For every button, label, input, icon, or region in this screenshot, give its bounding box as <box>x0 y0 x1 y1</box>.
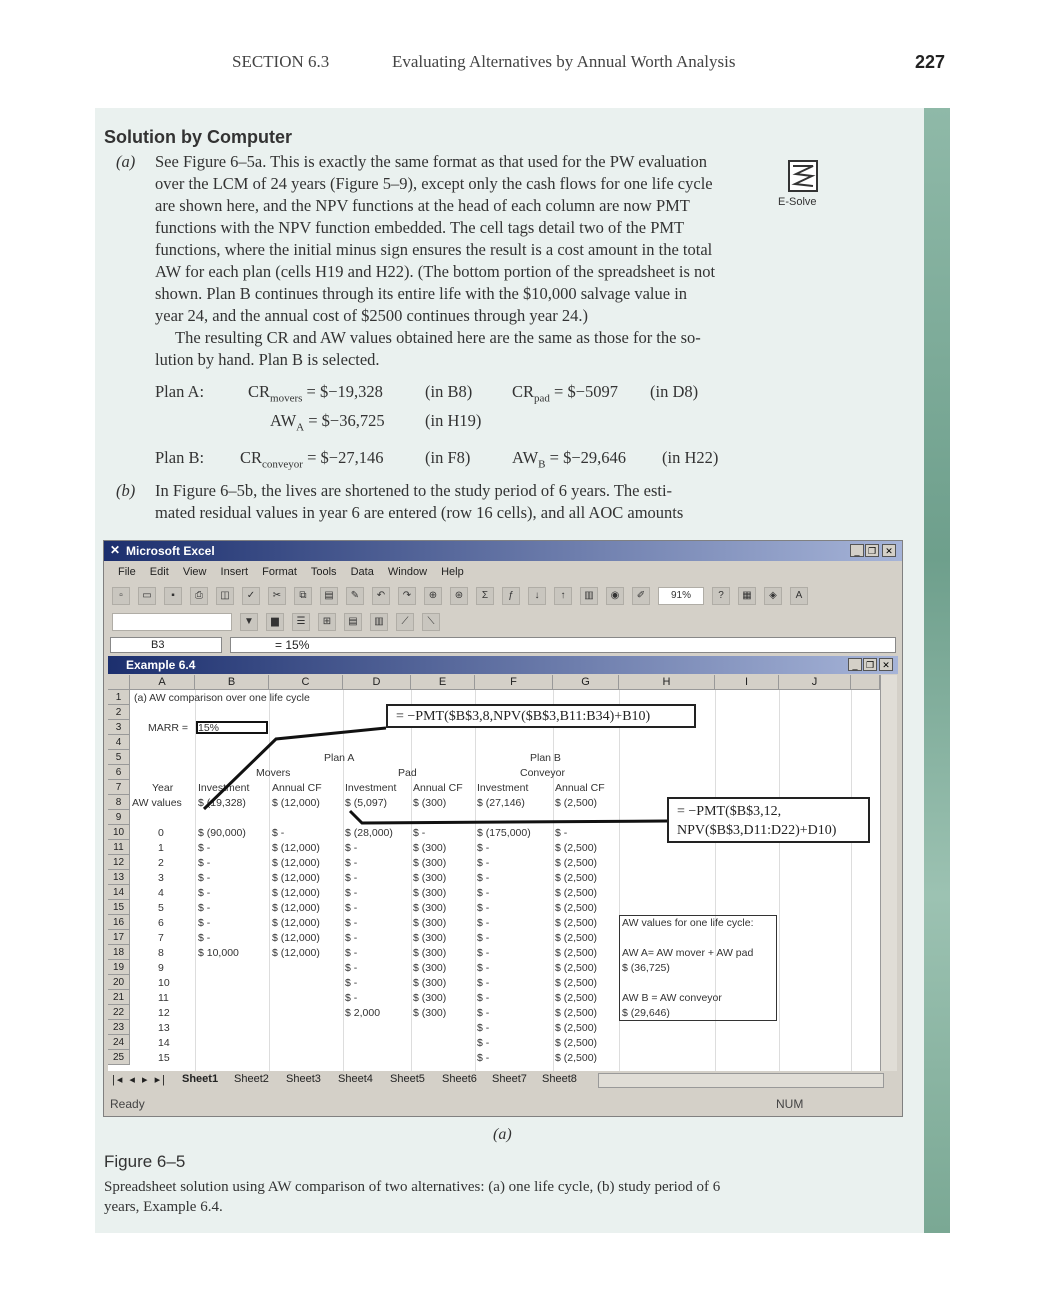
text-line: mated residual values in year 6 are entered (row 16 cells), and all AOC amounts <box>155 503 684 522</box>
text-line: In Figure 6–5b, the lives are shortened to the study period of 6 years. The esti- <box>155 481 673 500</box>
cell-year23[interactable]: 13 <box>158 1022 170 1034</box>
solution-heading: Solution by Computer <box>104 127 292 147</box>
row-header[interactable]: 24 <box>108 1035 130 1050</box>
web-toolbar-icon[interactable]: ⊛ <box>450 587 468 605</box>
row-header[interactable]: 1 <box>108 690 130 705</box>
cell-g16[interactable]: $ (2,500) <box>555 917 598 929</box>
cell-b14[interactable]: $ - <box>198 887 211 899</box>
cell-year19[interactable]: 9 <box>158 962 164 974</box>
e-solve-label: E-Solve <box>778 196 817 208</box>
help-icon[interactable]: ? <box>712 587 730 605</box>
cell-e8[interactable]: $ (300) <box>413 797 447 809</box>
eq-term: CR <box>248 382 271 401</box>
menu-window[interactable]: Window <box>387 566 428 578</box>
investment-header[interactable]: Investment <box>345 782 397 794</box>
eq-term: AW <box>270 411 297 430</box>
horizontal-scrollbar[interactable] <box>598 1073 884 1088</box>
cell-g14[interactable]: $ (2,500) <box>555 887 598 899</box>
cell-f25[interactable]: $ - <box>477 1052 490 1064</box>
row-header[interactable]: 20 <box>108 975 130 990</box>
eq-value: = $−27,146 <box>307 448 384 467</box>
cell-c16[interactable]: $ (12,000) <box>272 917 320 929</box>
cell-year20[interactable]: 10 <box>158 977 170 989</box>
row-header[interactable]: 13 <box>108 870 130 885</box>
legend-icon[interactable]: ☰ <box>292 613 310 631</box>
cell-e11[interactable]: $ (300) <box>413 842 447 854</box>
cell-f18[interactable]: $ - <box>477 947 490 959</box>
drawing-icon[interactable]: ✐ <box>632 587 650 605</box>
cell-e22[interactable]: $ (300) <box>413 1007 447 1019</box>
cell-b13[interactable]: $ - <box>198 872 211 884</box>
column-header[interactable]: C <box>269 675 343 690</box>
cell-g15[interactable]: $ (2,500) <box>555 902 598 914</box>
plan-b-header[interactable]: Plan B <box>530 752 561 764</box>
cell-c10[interactable]: $ - <box>272 827 285 839</box>
minimize-icon[interactable]: _ <box>850 544 864 557</box>
column-header[interactable]: H <box>619 675 715 690</box>
plan-b-label: Plan B: <box>155 448 205 467</box>
cell-f17[interactable]: $ - <box>477 932 490 944</box>
cell-year10[interactable]: 0 <box>158 827 164 839</box>
cell-d13[interactable]: $ - <box>345 872 358 884</box>
cell-f12[interactable]: $ - <box>477 857 490 869</box>
text-line: See Figure 6–5a. This is exactly the same format as that used for the PW evaluation <box>155 152 708 171</box>
cell-year16[interactable]: 6 <box>158 917 164 929</box>
cr-pad-equation <box>512 382 618 404</box>
cell-d10[interactable]: $ (28,000) <box>345 827 393 839</box>
cr-conveyor-cell: (in F8) <box>425 448 471 467</box>
cell-e18[interactable]: $ (300) <box>413 947 447 959</box>
angle-text-icon[interactable]: ⟋ <box>396 613 414 631</box>
map-icon[interactable]: ◉ <box>606 587 624 605</box>
cell-d11[interactable]: $ - <box>345 842 358 854</box>
caption-line: Spreadsheet solution using AW comparison of two alternatives: (a) one life cycle, (b) study period of 6 <box>104 1179 721 1195</box>
cell-e12[interactable]: $ (300) <box>413 857 447 869</box>
menu-file[interactable]: File <box>118 566 136 578</box>
menu-insert[interactable]: Insert <box>220 566 249 578</box>
text-line: over the LCM of 24 years (Figure 5–9), except only the cash flows for one life cycle <box>155 174 713 193</box>
investment-header[interactable]: Investment <box>477 782 529 794</box>
part-b-paragraph <box>155 480 765 524</box>
cell-e10[interactable]: $ - <box>413 827 426 839</box>
cell-year11[interactable]: 1 <box>158 842 164 854</box>
cell-year15[interactable]: 5 <box>158 902 164 914</box>
eq-value: = $−19,328 <box>306 382 383 401</box>
cell-g21[interactable]: $ (2,500) <box>555 992 598 1004</box>
cell-e15[interactable]: $ (300) <box>413 902 447 914</box>
formula-input[interactable]: = 15% <box>230 637 896 653</box>
cell-d18[interactable]: $ - <box>345 947 358 959</box>
by-row-icon[interactable]: ▤ <box>344 613 362 631</box>
row-header[interactable]: 25 <box>108 1050 130 1065</box>
wb-minimize-icon[interactable]: _ <box>848 658 862 671</box>
cell-b3-selected[interactable]: 15% <box>196 721 268 734</box>
row-header[interactable]: 18 <box>108 945 130 960</box>
wb-close-icon[interactable]: ✕ <box>879 658 893 671</box>
cell-a1[interactable]: (a) AW comparison over one life cycle <box>134 692 310 704</box>
chart-icon[interactable]: ▆ <box>266 613 284 631</box>
eq-term: CR <box>512 382 535 401</box>
aw-note-a-value[interactable]: $ (36,725) <box>622 962 670 974</box>
cell-e16[interactable]: $ (300) <box>413 917 447 929</box>
e-solve-icon <box>788 160 818 192</box>
row-header[interactable]: 19 <box>108 960 130 975</box>
aw-note-title[interactable]: AW values for one life cycle: <box>622 917 754 929</box>
aw-a-cell: (in H19) <box>425 411 482 430</box>
cell-year17[interactable]: 7 <box>158 932 164 944</box>
column-header[interactable]: J <box>779 675 851 690</box>
annual-cf-header[interactable]: Annual CF <box>272 782 322 794</box>
autosum-icon[interactable]: Σ <box>476 587 494 605</box>
row-header[interactable]: 4 <box>108 735 130 750</box>
aw-a-equation <box>270 411 385 433</box>
page-number: 227 <box>915 52 946 72</box>
row-header[interactable]: 16 <box>108 915 130 930</box>
chart-wizard-icon[interactable]: ▥ <box>580 587 598 605</box>
row-header[interactable]: 9 <box>108 810 130 825</box>
row-header[interactable]: 2 <box>108 705 130 720</box>
text-line: functions, where the initial minus sign ensures the result is a cost amount in the total <box>155 240 713 259</box>
eq-term: AW <box>512 448 539 467</box>
fill-color-icon[interactable]: ◈ <box>764 587 782 605</box>
cell-f22[interactable]: $ - <box>477 1007 490 1019</box>
cell-year25[interactable]: 15 <box>158 1052 170 1064</box>
workbook-title: Example 6.4 <box>126 658 196 672</box>
investment-header[interactable]: Investment <box>198 782 250 794</box>
sheet-tab-active[interactable]: Sheet1 <box>182 1073 219 1085</box>
eq-value: = $−36,725 <box>308 411 385 430</box>
plan-a-header[interactable]: Plan A <box>324 752 355 764</box>
annual-cf-header[interactable]: Annual CF <box>555 782 605 794</box>
cell-c17[interactable]: $ (12,000) <box>272 932 320 944</box>
cell-b15[interactable]: $ - <box>198 902 211 914</box>
wb-restore-icon[interactable]: ❐ <box>863 658 877 671</box>
cell-year18[interactable]: 8 <box>158 947 164 959</box>
print-icon[interactable]: ⎙ <box>190 587 208 605</box>
cell-d8[interactable]: $ (5,097) <box>345 797 388 809</box>
borders-icon[interactable]: ▦ <box>738 587 756 605</box>
row-header[interactable]: 8 <box>108 795 130 810</box>
callout-line: NPV($B$3,D11:D22)+D10) <box>677 823 837 838</box>
row-header[interactable]: 23 <box>108 1020 130 1035</box>
text-line: year 24, and the annual cost of $2500 continues through year 24.) <box>155 306 589 325</box>
status-bar <box>104 1093 902 1115</box>
cell-f20[interactable]: $ - <box>477 977 490 989</box>
column-header[interactable]: G <box>553 675 619 690</box>
column-header[interactable]: A <box>130 675 195 690</box>
cell-f11[interactable]: $ - <box>477 842 490 854</box>
cell-g25[interactable]: $ (2,500) <box>555 1052 598 1064</box>
cell-f21[interactable]: $ - <box>477 992 490 1004</box>
excel-window <box>103 540 903 1117</box>
sheet-tab[interactable]: Sheet4 <box>338 1073 373 1085</box>
cell-f23[interactable]: $ - <box>477 1022 490 1034</box>
row-header[interactable]: 11 <box>108 840 130 855</box>
cell-year22[interactable]: 12 <box>158 1007 170 1019</box>
cell-g24[interactable]: $ (2,500) <box>555 1037 598 1049</box>
row-header[interactable]: 7 <box>108 780 130 795</box>
close-icon[interactable]: ✕ <box>882 544 896 557</box>
decorative-side-band <box>924 108 950 1233</box>
cell-f10[interactable]: $ (175,000) <box>477 827 531 839</box>
row-header[interactable]: 22 <box>108 1005 130 1020</box>
restore-icon[interactable]: ❐ <box>865 544 879 557</box>
cell-year21[interactable]: 11 <box>158 992 169 1004</box>
cr-conveyor-equation <box>240 448 383 470</box>
cell-f15[interactable]: $ - <box>477 902 490 914</box>
excel-app-icon: ✕ <box>110 543 121 557</box>
cell-f13[interactable]: $ - <box>477 872 490 884</box>
column-header[interactable]: F <box>475 675 553 690</box>
cell-c18[interactable]: $ (12,000) <box>272 947 320 959</box>
cell-year12[interactable]: 2 <box>158 857 164 869</box>
cell-b8[interactable]: $ (19,328) <box>198 797 246 809</box>
column-header[interactable]: B <box>195 675 269 690</box>
row-header[interactable]: 5 <box>108 750 130 765</box>
conveyor-header[interactable]: Conveyor <box>520 767 565 779</box>
cell-e19[interactable]: $ (300) <box>413 962 447 974</box>
row-header[interactable]: 17 <box>108 930 130 945</box>
eq-sub: B <box>538 458 546 471</box>
menu-edit[interactable]: Edit <box>149 566 169 578</box>
cell-c13[interactable]: $ (12,000) <box>272 872 320 884</box>
open-icon[interactable]: ▭ <box>138 587 156 605</box>
cell-e21[interactable]: $ (300) <box>413 992 447 1004</box>
row-header[interactable]: 10 <box>108 825 130 840</box>
cell-e14[interactable]: $ (300) <box>413 887 447 899</box>
row-header[interactable]: 14 <box>108 885 130 900</box>
plan-a-label: Plan A: <box>155 382 205 401</box>
movers-header[interactable]: Movers <box>256 767 291 779</box>
aw-values-label[interactable]: AW values <box>132 797 182 809</box>
copy-icon[interactable]: ⧉ <box>294 587 312 605</box>
cell-g18[interactable]: $ (2,500) <box>555 947 598 959</box>
print-preview-icon[interactable]: ◫ <box>216 587 234 605</box>
cell-d19[interactable]: $ - <box>345 962 358 974</box>
part-a-label: (a) <box>116 152 136 171</box>
cell-e13[interactable]: $ (300) <box>413 872 447 884</box>
figure-caption <box>104 1177 720 1217</box>
cell-year14[interactable]: 4 <box>158 887 164 899</box>
sort-descending-icon[interactable]: ↑ <box>554 587 572 605</box>
row-header[interactable]: 3 <box>108 720 130 735</box>
cell-d15[interactable]: $ - <box>345 902 358 914</box>
menu-view[interactable]: View <box>182 566 207 578</box>
sheet-nav-icon[interactable]: |◂ ◂ ▸ ▸| <box>112 1074 167 1086</box>
cell-d20[interactable]: $ - <box>345 977 358 989</box>
text-line: AW for each plan (cells H19 and H22). (The bottom portion of the spreadsheet is not <box>155 262 716 281</box>
cell-b17[interactable]: $ - <box>198 932 211 944</box>
cell-d14[interactable]: $ - <box>345 887 358 899</box>
cell-b18[interactable]: $ 10,000 <box>198 947 239 959</box>
cell-g23[interactable]: $ (2,500) <box>555 1022 598 1034</box>
sheet-tab[interactable]: Sheet5 <box>390 1073 425 1085</box>
callout-leader-lines <box>104 541 902 1116</box>
function-icon[interactable]: ƒ <box>502 587 520 605</box>
cell-b10[interactable]: $ (90,000) <box>198 827 246 839</box>
year-header[interactable]: Year <box>152 782 174 794</box>
callout-line: = −PMT($B$3,12, <box>677 804 782 819</box>
cell-g22[interactable]: $ (2,500) <box>555 1007 598 1019</box>
cell-year24[interactable]: 14 <box>158 1037 170 1049</box>
cell-g20[interactable]: $ (2,500) <box>555 977 598 989</box>
cr-movers-cell: (in B8) <box>425 382 473 401</box>
eq-sub: A <box>296 421 305 434</box>
cell-a3[interactable]: MARR = <box>148 722 188 734</box>
cell-b11[interactable]: $ - <box>198 842 211 854</box>
status-text: Ready <box>110 1097 145 1111</box>
paste-icon[interactable]: ▤ <box>320 587 338 605</box>
cell-g19[interactable]: $ (2,500) <box>555 962 598 974</box>
cell-e20[interactable]: $ (300) <box>413 977 447 989</box>
cell-c11[interactable]: $ (12,000) <box>272 842 320 854</box>
row-header[interactable]: 15 <box>108 900 130 915</box>
cell-c8[interactable]: $ (12,000) <box>272 797 320 809</box>
eq-value: = $−5097 <box>554 382 619 401</box>
part-a-paragraph <box>155 151 765 371</box>
aw-note-b[interactable]: AW B = AW conveyor <box>622 992 722 1004</box>
cut-icon[interactable]: ✂ <box>268 587 286 605</box>
row-header[interactable]: 21 <box>108 990 130 1005</box>
aw-b-cell: (in H22) <box>662 448 719 467</box>
by-column-icon[interactable]: ▥ <box>370 613 388 631</box>
cell-c15[interactable]: $ (12,000) <box>272 902 320 914</box>
excel-app-title: Microsoft Excel <box>126 544 215 558</box>
eq-sub: pad <box>534 392 550 405</box>
eq-sub: movers <box>270 392 303 405</box>
chart-type-icon[interactable]: ▼ <box>240 613 258 631</box>
menu-help[interactable]: Help <box>441 566 464 578</box>
text-line: functions with the NPV function embedded. The cell tags detail two of the PMT <box>155 218 685 237</box>
undo-icon[interactable]: ↶ <box>372 587 390 605</box>
running-header <box>0 52 1054 78</box>
cell-d21[interactable]: $ - <box>345 992 358 1004</box>
cell-f16[interactable]: $ - <box>477 917 490 929</box>
cell-e17[interactable]: $ (300) <box>413 932 447 944</box>
cell-d17[interactable]: $ - <box>345 932 358 944</box>
num-indicator: NUM <box>776 1097 804 1111</box>
sheet-tab[interactable]: Sheet3 <box>286 1073 321 1085</box>
cell-year13[interactable]: 3 <box>158 872 164 884</box>
row-header[interactable]: 12 <box>108 855 130 870</box>
cell-f8[interactable]: $ (27,146) <box>477 797 525 809</box>
pad-header[interactable]: Pad <box>398 767 417 779</box>
new-icon[interactable]: ▫ <box>112 587 130 605</box>
cell-c14[interactable]: $ (12,000) <box>272 887 320 899</box>
cell-f14[interactable]: $ - <box>477 887 490 899</box>
part-b-label: (b) <box>116 481 136 500</box>
aw-note-a[interactable]: AW A= AW mover + AW pad <box>622 947 754 959</box>
sheet-tab-bar <box>108 1071 898 1089</box>
cell-d16[interactable]: $ - <box>345 917 358 929</box>
aw-b-equation <box>512 448 626 470</box>
cell-b12[interactable]: $ - <box>198 857 211 869</box>
hyperlink-icon[interactable]: ⊕ <box>424 587 442 605</box>
aw-note-b-value[interactable]: $ (29,646) <box>622 1007 670 1019</box>
column-header[interactable]: D <box>343 675 411 690</box>
cell-c12[interactable]: $ (12,000) <box>272 857 320 869</box>
name-box[interactable]: B3 <box>110 637 222 653</box>
column-header[interactable]: I <box>715 675 779 690</box>
text-line: lution by hand. Plan B is selected. <box>155 350 380 369</box>
cell-f24[interactable]: $ - <box>477 1037 490 1049</box>
cell-g10[interactable]: $ - <box>555 827 568 839</box>
cell-b16[interactable]: $ - <box>198 917 211 929</box>
font-color-icon[interactable]: A <box>790 587 808 605</box>
text-line: are shown here, and the NPV functions at the head of each column are now PMT <box>155 196 690 215</box>
menu-data[interactable]: Data <box>350 566 374 578</box>
format-painter-icon[interactable]: ✎ <box>346 587 364 605</box>
angle-text-up-icon[interactable]: ⟍ <box>422 613 440 631</box>
caption-line: years, Example 6.4. <box>104 1199 223 1215</box>
zoom-select[interactable]: 91% <box>658 587 704 605</box>
cell-g8[interactable]: $ (2,500) <box>555 797 598 809</box>
cell-d22[interactable]: $ 2,000 <box>345 1007 381 1019</box>
figure-sublabel: (a) <box>493 1126 512 1143</box>
sheet-tab[interactable]: Sheet8 <box>542 1073 577 1085</box>
data-table-icon[interactable]: ⊞ <box>318 613 336 631</box>
cell-d12[interactable]: $ - <box>345 857 358 869</box>
save-icon[interactable]: ▪ <box>164 587 182 605</box>
eq-value: = $−29,646 <box>549 448 627 467</box>
cell-g13[interactable]: $ (2,500) <box>555 872 598 884</box>
sheet-tab[interactable]: Sheet2 <box>234 1073 269 1085</box>
cell-f19[interactable]: $ - <box>477 962 490 974</box>
sheet-tab[interactable]: Sheet7 <box>492 1073 527 1085</box>
eq-sub: conveyor <box>262 458 303 471</box>
cell-g11[interactable]: $ (2,500) <box>555 842 598 854</box>
sort-ascending-icon[interactable]: ↓ <box>528 587 546 605</box>
text-line: shown. Plan B continues through its entire life with the $10,000 salvage value in <box>155 284 688 303</box>
menu-tools[interactable]: Tools <box>310 566 337 578</box>
section-label: SECTION 6.3 <box>232 52 330 71</box>
sheet-tab[interactable]: Sheet6 <box>442 1073 477 1085</box>
column-header[interactable]: E <box>411 675 475 690</box>
cr-movers-equation <box>248 382 383 404</box>
text-line: The resulting CR and AW values obtained here are the same as those for the so- <box>175 328 701 347</box>
figure-title: Figure 6–5 <box>104 1152 186 1171</box>
callout-pmt-movers: = −PMT($B$3,8,NPV($B$3,B11:B34)+B10) <box>386 704 696 728</box>
cell-g12[interactable]: $ (2,500) <box>555 857 598 869</box>
eq-term: CR <box>240 448 263 467</box>
annual-cf-header[interactable]: Annual CF <box>413 782 463 794</box>
header-title: Evaluating Alternatives by Annual Worth Analysis <box>392 52 736 71</box>
cell-g17[interactable]: $ (2,500) <box>555 932 598 944</box>
row-header[interactable]: 6 <box>108 765 130 780</box>
spelling-icon[interactable]: ✓ <box>242 587 260 605</box>
cr-pad-cell: (in D8) <box>650 382 699 401</box>
redo-icon[interactable]: ↷ <box>398 587 416 605</box>
menu-format[interactable]: Format <box>262 566 297 578</box>
